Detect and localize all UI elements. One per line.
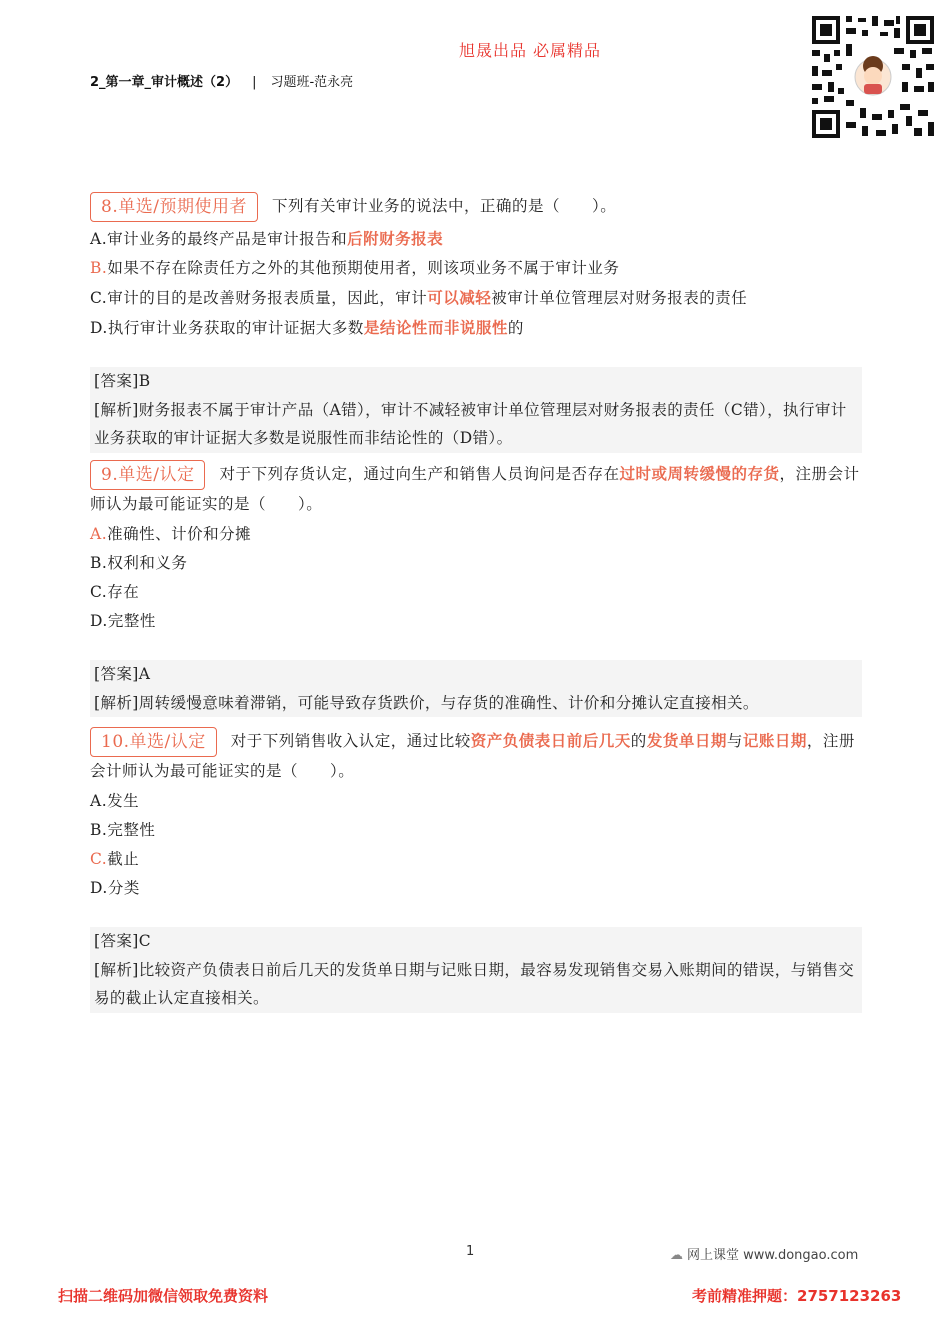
answer-box: [90, 367, 862, 453]
stem-text: 与: [726, 732, 743, 750]
option-letter: C.: [90, 850, 108, 868]
option-letter: D.: [90, 319, 108, 337]
option-text: 被审计单位管理层对财务报表的责任: [491, 289, 748, 307]
chapter-separator: |: [252, 75, 257, 90]
chapter-line: [90, 71, 353, 90]
stem-highlight: 资产负债表日前后几天: [470, 731, 631, 750]
question-10: [90, 727, 862, 1013]
stem-text: ，注册会计师认为最可能证实的是（ ）。: [90, 465, 860, 513]
option-a: [90, 787, 862, 816]
option-b: [90, 816, 862, 845]
option-d: [90, 313, 862, 343]
footer-site: [670, 1244, 858, 1263]
chapter-title: 2_第一章_审计概述（2）: [90, 75, 239, 90]
option-letter: D.: [90, 612, 108, 630]
promo-right: 考前精准押题：2757123263: [692, 1287, 902, 1305]
stem-highlight: 发货单日期: [646, 731, 727, 750]
option-a: [90, 224, 862, 254]
question-tag: 10.单选/认定: [90, 727, 217, 757]
answer-text: [答案]A: [94, 665, 151, 683]
option-text: 存在: [107, 583, 140, 601]
promo-left: 扫描二维码加微信领取免费资料: [58, 1287, 269, 1305]
option-text: 审计的目的是改善财务报表质量，因此，审计: [107, 289, 428, 307]
option-text: 完整性: [107, 612, 156, 630]
option-b: [90, 254, 862, 283]
question-stem: [90, 727, 862, 785]
analysis-text: [解析]周转缓慢意味着滞销，可能导致存货跌价，与存货的准确性、计价和分摊认定直接相关。: [94, 693, 759, 712]
brand-header: 旭晟出品 必属精品: [458, 41, 602, 60]
option-letter: A.: [90, 230, 108, 248]
question-stem: [90, 192, 862, 222]
option-letter: B.: [90, 259, 108, 277]
question-tag: 9.单选/认定: [90, 460, 205, 490]
option-text: 截止: [107, 850, 140, 868]
option-text: 完整性: [107, 821, 156, 839]
option-text: 的: [507, 319, 524, 337]
stem-text: 对于下列销售收入认定，通过比较: [230, 732, 471, 750]
option-c: [90, 578, 862, 607]
option-highlight: 可以减轻: [427, 288, 492, 307]
stem-text: 的: [630, 732, 647, 750]
question-stem: [90, 460, 862, 518]
answer-box: [90, 927, 862, 1013]
question-8: [90, 192, 862, 453]
option-letter: D.: [90, 879, 108, 897]
option-text: 如果不存在除责任方之外的其他预期使用者，则该项业务不属于审计业务: [107, 259, 620, 277]
option-text: 执行审计业务获取的审计证据大多数: [107, 319, 364, 337]
option-c: [90, 283, 862, 313]
course-name: 习题班-范永亮: [270, 75, 354, 90]
option-a: [90, 520, 862, 549]
question-9: [90, 460, 862, 717]
option-letter: C.: [90, 289, 108, 307]
cloud-icon: ☁: [670, 1248, 683, 1263]
answer-text: [答案]C: [94, 932, 151, 950]
option-text: 权利和义务: [107, 554, 188, 572]
footer-site-text: 网上课堂 www.dongao.com: [687, 1248, 859, 1263]
option-text: 审计业务的最终产品是审计报告和: [107, 230, 348, 248]
option-highlight: 是结论性而非说服性: [363, 318, 508, 337]
option-highlight: 后附财务报表: [347, 229, 444, 248]
stem-text: 对于下列存货认定，通过向生产和销售人员询问是否存在: [219, 465, 620, 483]
option-text: 准确性、计价和分摊: [107, 525, 252, 543]
option-d: [90, 874, 862, 903]
stem-text: 下列有关审计业务的说法中，正确的是（ ）。: [271, 197, 617, 215]
option-text: 发生: [107, 792, 140, 810]
option-d: [90, 607, 862, 636]
option-text: 分类: [107, 879, 140, 897]
page-number: 1: [466, 1244, 475, 1259]
option-letter: A.: [90, 792, 108, 810]
option-c: [90, 845, 862, 874]
option-letter: B.: [90, 821, 108, 839]
stem-highlight: 过时或周转缓慢的存货: [619, 464, 780, 483]
option-letter: B.: [90, 554, 108, 572]
stem-text: ，注册会计师认为最可能证实的是（ ）。: [90, 732, 855, 780]
stem-highlight: 记账日期: [742, 731, 807, 750]
analysis-text: [解析]财务报表不属于审计产品（A错），审计不减轻被审计单位管理层对财务报表的责任（C错），执行审计业务获取的审计证据大多数是说服性而非结论性的（D错）。: [94, 400, 847, 447]
answer-text: [答案]B: [94, 372, 151, 390]
analysis-text: [解析]比较资产负债表日前后几天的发货单日期与记账日期，最容易发现销售交易入账期间的错误，与销售交易的截止认定直接相关。: [94, 960, 855, 1007]
option-b: [90, 549, 862, 578]
answer-box: [90, 660, 862, 717]
option-letter: C.: [90, 583, 108, 601]
question-tag: 8.单选/预期使用者: [90, 192, 258, 222]
option-letter: A.: [90, 525, 108, 543]
qr-code-icon: [810, 14, 936, 140]
